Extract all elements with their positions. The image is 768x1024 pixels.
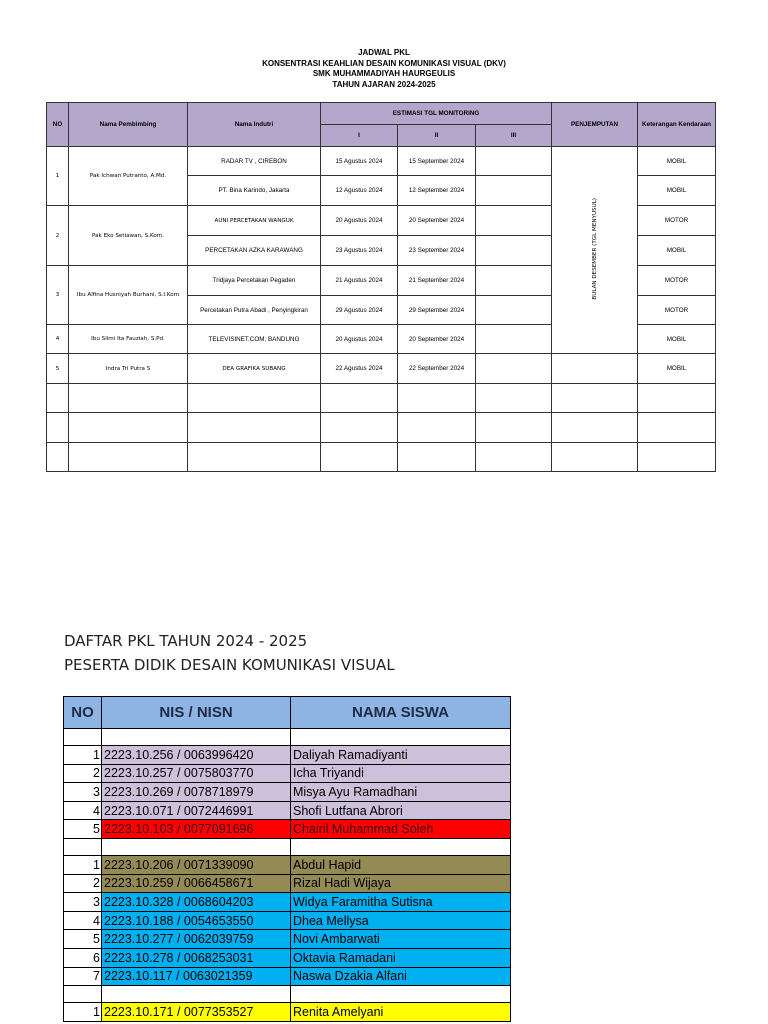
student-nis: 2223.10.277 / 0062039759	[102, 930, 291, 949]
student-nis: 2223.10.206 / 0071339090	[102, 855, 291, 874]
kendaraan: MOBIL	[638, 176, 716, 206]
student-name: Daliyah Ramadiyanti	[291, 746, 511, 765]
industri-name: Tridjaya Percetakan Pegaden	[188, 266, 321, 296]
student-row	[64, 930, 511, 949]
date-i: 20 Agustus 2024	[321, 206, 398, 236]
heading-line-3: SMK MUHAMMADIYAH HAURGEULIS	[312, 69, 456, 78]
industri-name: TELEVISINET.COM, BANDUNG	[188, 325, 321, 354]
industri-name: AUNI PERCETAKAN WANGUK	[188, 206, 321, 236]
student-nis: 2223.10.278 / 0068253031	[102, 948, 291, 967]
student-row	[64, 893, 511, 912]
student-name: Dhea Mellysa	[291, 911, 511, 930]
student-no: 3	[64, 783, 102, 802]
blank-cell	[102, 986, 291, 1003]
schedule-heading	[0, 48, 768, 90]
date-i: 29 Agustus 2024	[321, 296, 398, 325]
date-i: 23 Agustus 2024	[321, 236, 398, 266]
kendaraan: MOBIL	[638, 147, 716, 176]
industri-name: DEA GRAFIKA SUBANG	[188, 354, 321, 384]
heading-line-2: KONSENTRASI KEAHLIAN DESAIN KOMUNIKASI VISUAL (DKV)	[262, 58, 506, 68]
student-no: 4	[64, 801, 102, 820]
date-ii: 22 September 2024	[398, 354, 476, 384]
student-name: Shofi Lutfana Abrori	[291, 801, 511, 820]
student-row	[64, 948, 511, 967]
blank-cell	[102, 729, 291, 746]
student-nis: 2223.10.259 / 0066458671	[102, 874, 291, 893]
heading-line-1: JADWAL PKL	[358, 48, 410, 57]
industri-name: Percetakan Putra Abadi , Penyingkiran	[188, 296, 321, 325]
list-header-nama: NAMA SISWA	[291, 697, 511, 729]
student-nis: 2223.10.071 / 0072446991	[102, 801, 291, 820]
student-name: Renita Amelyani	[291, 1003, 511, 1022]
student-row	[64, 1003, 511, 1022]
blank-row	[64, 986, 511, 1003]
student-no: 1	[64, 855, 102, 874]
student-name: Naswa Dzakia Alfani	[291, 967, 511, 986]
pembimbing-name: Ibu Silmi Ita Fauziah, S.Pd.	[69, 325, 188, 354]
student-no: 1	[64, 1003, 102, 1022]
header-ii: II	[398, 125, 476, 147]
student-list-table	[63, 696, 511, 1022]
student-row	[64, 911, 511, 930]
student-row	[64, 820, 511, 839]
header-pembimbing: Nama Pembimbing	[69, 103, 188, 147]
empty-row	[47, 443, 716, 472]
student-no: 6	[64, 948, 102, 967]
date-iii	[476, 206, 552, 236]
student-no: 5	[64, 820, 102, 839]
date-iii	[476, 236, 552, 266]
student-row	[64, 764, 511, 783]
blank-cell	[291, 838, 511, 855]
date-ii: 21 September 2024	[398, 266, 476, 296]
blank-cell	[64, 729, 102, 746]
date-ii: 29 September 2024	[398, 296, 476, 325]
list-title-2: PESERTA DIDIK DESAIN KOMUNIKASI VISUAL	[64, 656, 395, 674]
student-nis: 2223.10.103 / 0077091696	[102, 820, 291, 839]
date-i: 15 Agustus 2024	[321, 147, 398, 176]
student-name: Oktavia Ramadani	[291, 948, 511, 967]
student-row	[64, 801, 511, 820]
group-no: 5	[47, 354, 69, 384]
empty-row	[47, 413, 716, 443]
date-iii	[476, 354, 552, 384]
kendaraan: MOTOR	[638, 266, 716, 296]
blank-cell	[102, 838, 291, 855]
date-ii: 15 September 2024	[398, 147, 476, 176]
schedule-row	[47, 147, 716, 176]
student-nis: 2223.10.328 / 0068604203	[102, 893, 291, 912]
date-iii	[476, 266, 552, 296]
pembimbing-name: Indra Tri Putra S	[69, 354, 188, 384]
blank-cell	[291, 986, 511, 1003]
pembimbing-name: Ibu Alfina Husniyah Burhani, S.I.Kom	[69, 266, 188, 325]
student-no: 4	[64, 911, 102, 930]
penjemputan-cell	[552, 147, 638, 354]
student-nis: 2223.10.257 / 0075803770	[102, 764, 291, 783]
student-nis: 2223.10.256 / 0063996420	[102, 746, 291, 765]
penjemputan-empty	[552, 354, 638, 384]
date-ii: 20 September 2024	[398, 325, 476, 354]
date-iii	[476, 176, 552, 206]
penjemputan-note: BULAN DESEMBER (TGL MENYUSUL)	[591, 198, 598, 300]
industri-name: RADAR TV , CIREBON	[188, 147, 321, 176]
heading-line-4: TAHUN AJARAN 2024-2025	[332, 79, 436, 89]
blank-cell	[64, 986, 102, 1003]
pembimbing-name: Pak Ichwan Putranto, A.Md.	[69, 147, 188, 206]
student-row	[64, 746, 511, 765]
blank-cell	[291, 729, 511, 746]
student-no: 2	[64, 764, 102, 783]
group-no: 3	[47, 266, 69, 325]
header-kendaraan: Keterangan Kendaraan	[638, 103, 716, 147]
kendaraan: MOBIL	[638, 236, 716, 266]
date-iii	[476, 325, 552, 354]
student-name: Abdul Hapid	[291, 855, 511, 874]
pembimbing-name: Pak Eko Setiawan, S.Kom.	[69, 206, 188, 266]
group-no: 2	[47, 206, 69, 266]
schedule-row	[47, 354, 716, 384]
header-estimasi: ESTIMASI TGL MONITORING	[321, 103, 552, 125]
student-no: 2	[64, 874, 102, 893]
group-no: 4	[47, 325, 69, 354]
header-industri: Nama Indutri	[188, 103, 321, 147]
student-nis: 2223.10.188 / 0054653550	[102, 911, 291, 930]
header-no: NO	[47, 103, 69, 147]
date-ii: 20 September 2024	[398, 206, 476, 236]
student-name: Widya Faramitha Sutisna	[291, 893, 511, 912]
list-header-nis: NIS / NISN	[102, 697, 291, 729]
date-i: 21 Agustus 2024	[321, 266, 398, 296]
header-i: I	[321, 125, 398, 147]
student-row	[64, 874, 511, 893]
schedule-table	[46, 102, 716, 472]
student-no: 3	[64, 893, 102, 912]
blank-row	[64, 838, 511, 855]
date-i: 20 Agustus 2024	[321, 325, 398, 354]
date-iii	[476, 296, 552, 325]
date-iii	[476, 147, 552, 176]
student-name: Misya Ayu Ramadhani	[291, 783, 511, 802]
blank-cell	[64, 838, 102, 855]
group-no: 1	[47, 147, 69, 206]
kendaraan: MOTOR	[638, 206, 716, 236]
student-no: 1	[64, 746, 102, 765]
student-name: Rizal Hadi Wijaya	[291, 874, 511, 893]
kendaraan: MOBIL	[638, 354, 716, 384]
date-ii: 12 September 2024	[398, 176, 476, 206]
kendaraan: MOTOR	[638, 296, 716, 325]
industri-name: PT. Bina Karindo, Jakarta	[188, 176, 321, 206]
date-ii: 23 September 2024	[398, 236, 476, 266]
student-no: 5	[64, 930, 102, 949]
student-no: 7	[64, 967, 102, 986]
industri-name: PERCETAKAN AZKA KARAWANG	[188, 236, 321, 266]
student-name: Novi Ambarwati	[291, 930, 511, 949]
student-name: Chairil Muhammad Soleh	[291, 820, 511, 839]
header-iii: III	[476, 125, 552, 147]
list-title-1: DAFTAR PKL TAHUN 2024 - 2025	[64, 632, 308, 650]
kendaraan: MOBIL	[638, 325, 716, 354]
empty-row	[47, 384, 716, 413]
student-row	[64, 783, 511, 802]
blank-row	[64, 729, 511, 746]
student-nis: 2223.10.269 / 0078718979	[102, 783, 291, 802]
student-row	[64, 855, 511, 874]
student-name: Icha Triyandi	[291, 764, 511, 783]
date-i: 22 Agustus 2024	[321, 354, 398, 384]
list-header-no: NO	[64, 697, 102, 729]
student-row	[64, 967, 511, 986]
header-penjemputan: PENJEMPUTAN	[552, 103, 638, 147]
date-i: 12 Agustus 2024	[321, 176, 398, 206]
student-nis: 2223.10.117 / 0063021359	[102, 967, 291, 986]
student-nis: 2223.10.171 / 0077353527	[102, 1003, 291, 1022]
